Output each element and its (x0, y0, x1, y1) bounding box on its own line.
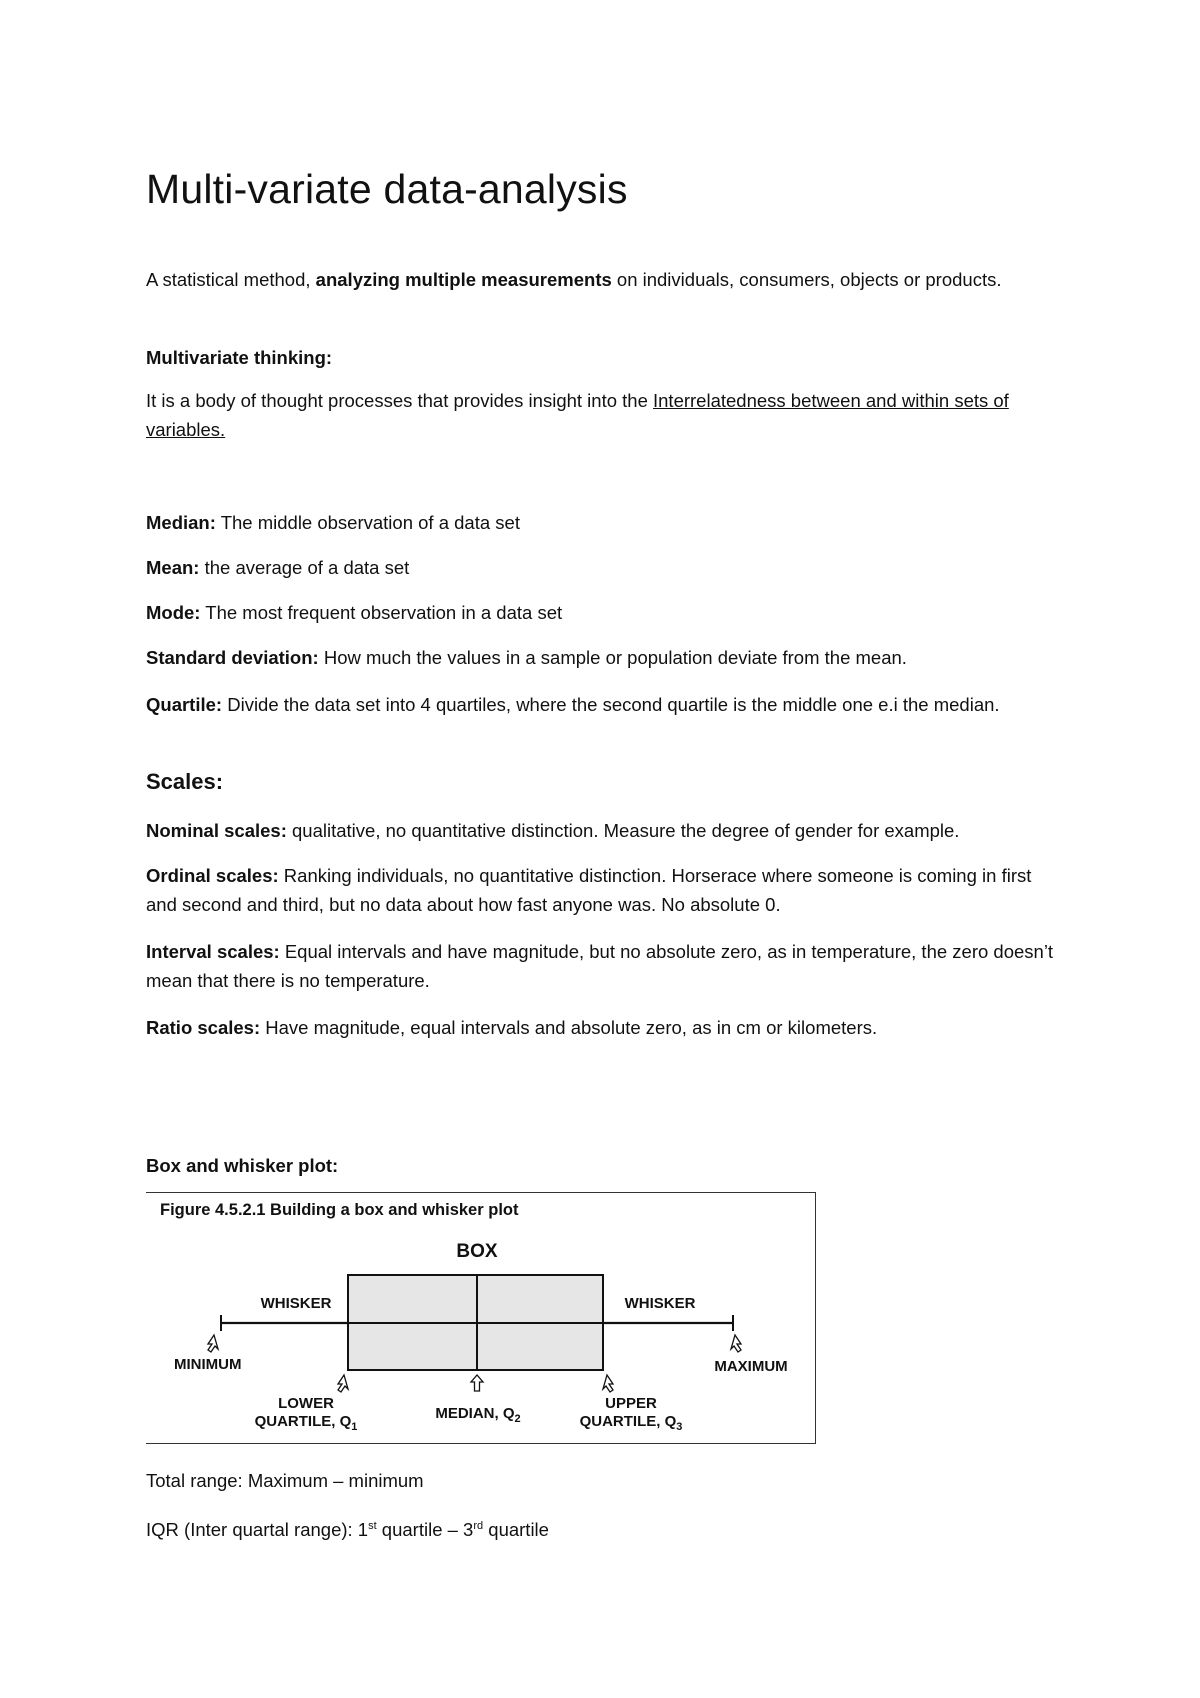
definition-term: Mode: (146, 602, 201, 623)
definition-term: Mean: (146, 557, 200, 578)
iqr-text: IQR (Inter quartal range): 1 (146, 1519, 369, 1541)
median-sub: 2 (514, 1413, 521, 1425)
maximum-label: MAXIMUM (714, 1358, 788, 1375)
whisker-right-label: WHISKER (624, 1295, 696, 1312)
upper-quartile-arrow-icon (603, 1375, 613, 1392)
lower-quartile-sub: 1 (351, 1421, 358, 1433)
definition-term: Quartile: (146, 694, 223, 715)
definition-text: How much the values in a sample or population deviate from the mean. (318, 647, 907, 668)
iqr-sup-first: st (368, 1520, 377, 1532)
thinking-underlined: Interrelatedness between and within sets of variables. (146, 390, 1009, 440)
iqr-line (146, 1512, 1066, 1544)
scales-heading: Scales: (146, 769, 224, 794)
boxplot-heading-text: Box and whisker plot: (146, 1155, 339, 1176)
lower-quartile-arrow-icon (338, 1375, 348, 1392)
minimum-arrow-icon (208, 1335, 218, 1352)
scale-term: Interval scales: (146, 941, 280, 962)
scale-term: Ordinal scales: (146, 865, 279, 886)
thinking-heading (146, 343, 1066, 372)
figure-title: Figure 4.5.2.1 Building a box and whisker plot (160, 1201, 519, 1219)
scale-interval (146, 937, 1066, 995)
lower-quartile-label (236, 1395, 376, 1436)
definition-text: the average of a data set (199, 557, 410, 578)
median-arrow-icon (471, 1375, 483, 1391)
definition-mean (146, 553, 1066, 582)
scale-text: Ranking individuals, no quantitative distinction. Horserace where someone is coming in first and second and third, but no data about how fast anyone was. No absolute 0. (146, 865, 1032, 915)
definition-term: Standard deviation: (146, 647, 319, 668)
definition-text: Divide the data set into 4 quartiles, where the second quartile is the middle one e.i the median. (222, 694, 1000, 715)
scale-text: Have magnitude, equal intervals and absolute zero, as in cm or kilometers. (260, 1017, 878, 1038)
box-whisker-figure (146, 1192, 816, 1444)
thinking-text: It is a body of thought processes that provides insight into the (146, 390, 653, 411)
median-text: MEDIAN, Q (435, 1405, 515, 1422)
intro-text-end: on individuals, consumers, objects or products. (611, 269, 1002, 290)
upper-quartile-label (561, 1395, 701, 1436)
definition-standard-deviation (146, 643, 1066, 672)
scale-ordinal (146, 861, 1066, 919)
scale-text: Equal intervals and have magnitude, but no absolute zero, as in temperature, the zero doesn’t mean that there is no temperature. (146, 941, 1054, 991)
intro-paragraph (146, 265, 1066, 294)
minimum-label: MINIMUM (174, 1356, 242, 1373)
thinking-paragraph (146, 386, 1066, 444)
scale-term: Ratio scales: (146, 1017, 261, 1038)
scale-ratio (146, 1013, 1066, 1042)
page-title: Multi-variate data-analysis (146, 166, 628, 212)
whisker-left-label: WHISKER (260, 1295, 332, 1312)
upper-quartile-sub: 3 (676, 1421, 683, 1433)
scale-nominal (146, 816, 1066, 845)
maximum-arrow-icon (731, 1335, 741, 1352)
box-label: BOX (456, 1241, 498, 1262)
definition-mode (146, 598, 1066, 627)
scale-term: Nominal scales: (146, 820, 287, 841)
upper-quartile-text: QUARTILE, Q (579, 1413, 677, 1430)
total-range-line: Total range: Maximum – minimum (146, 1470, 424, 1491)
definition-text: The middle observation of a data set (215, 512, 520, 533)
definition-quartile (146, 690, 1066, 719)
iqr-sup-third: rd (473, 1520, 484, 1532)
definition-text: The most frequent observation in a data set (200, 602, 563, 623)
thinking-heading-text: Multivariate thinking: (146, 347, 333, 368)
lower-quartile-text: QUARTILE, Q (254, 1413, 352, 1430)
iqr-text-end: quartile (483, 1519, 549, 1541)
boxplot-heading (146, 1151, 1066, 1180)
intro-bold: analyzing multiple measurements (315, 269, 612, 290)
median-label (408, 1405, 548, 1428)
upper-quartile-line2 (561, 1413, 701, 1436)
iqr-text-mid: quartile – 3 (376, 1519, 474, 1541)
lower-quartile-line1: LOWER (278, 1395, 334, 1412)
lower-quartile-line2 (236, 1413, 376, 1436)
intro-text: A statistical method, (146, 269, 316, 290)
scale-text: qualitative, no quantitative distinction. Measure the degree of gender for example. (286, 820, 960, 841)
definition-median (146, 508, 1066, 537)
upper-quartile-line1: UPPER (605, 1395, 657, 1412)
definition-term: Median: (146, 512, 216, 533)
